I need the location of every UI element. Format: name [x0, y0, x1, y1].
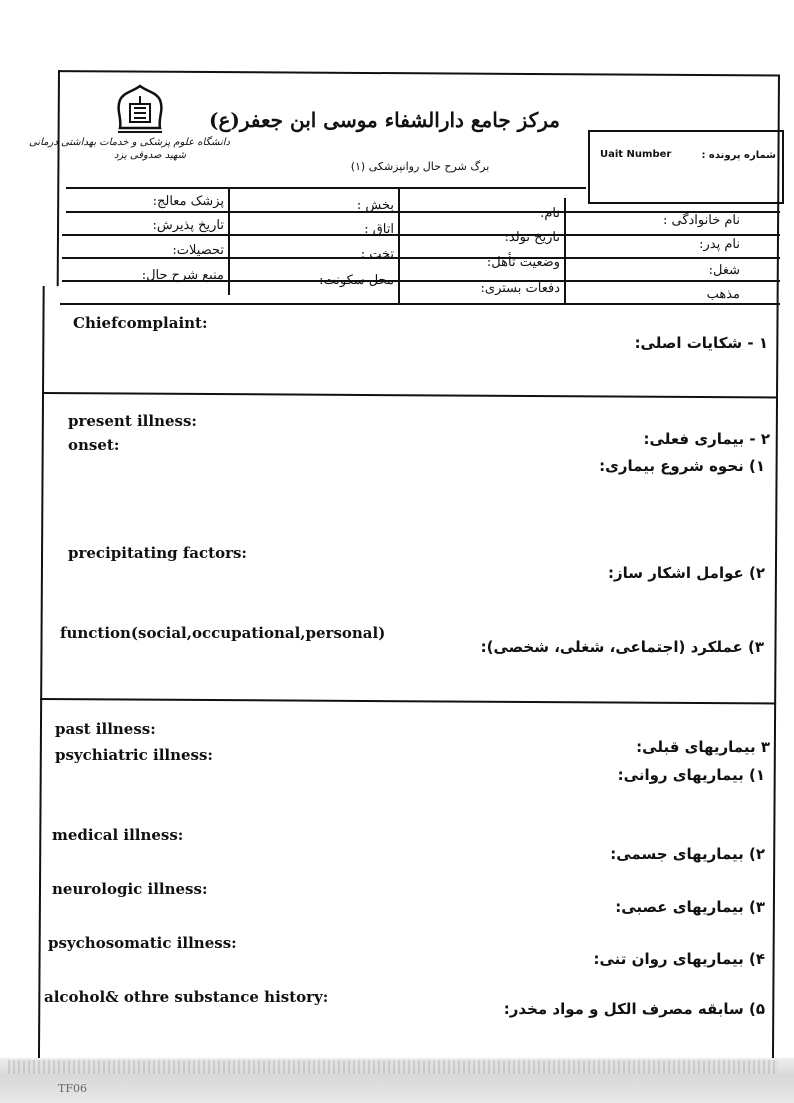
chief-complaint-answer-area[interactable] [60, 360, 760, 390]
onset-label-en: onset: [68, 436, 120, 454]
field-religion[interactable]: مذهب [706, 287, 740, 302]
psychiatric-illness-label-fa: ۱) بیماریهای روانی: [617, 766, 765, 784]
chief-complaint-label-en: Chiefcomplaint: [73, 314, 208, 332]
unit-number-box[interactable] [588, 130, 784, 204]
footer-code: TF06 [58, 1082, 87, 1095]
divider-chief-complaint [42, 392, 778, 398]
divider-present-illness [40, 698, 776, 704]
psychiatric-answer-area[interactable] [50, 790, 760, 820]
emblem-icon [110, 82, 170, 142]
alcohol-history-label-en: alcohol& othre substance history: [44, 988, 329, 1006]
present-illness-label-fa: ۲ - بیماری فعلی: [643, 430, 770, 448]
precipitating-answer-area[interactable] [60, 588, 760, 618]
field-bed[interactable]: تخت : [360, 247, 394, 262]
medical-illness-label-fa: ۲) بیماریهای جسمی: [610, 845, 765, 863]
field-ward[interactable]: بخش : [356, 198, 394, 213]
center-name: مرکز جامع دارالشفاء موسی ابن جعفر(ع) [208, 108, 560, 132]
scan-edge-noise [8, 1060, 778, 1074]
precipitating-factors-label-fa: ۲) عوامل اشکار ساز: [607, 564, 765, 582]
field-family-name[interactable]: نام خانوادگی : [662, 213, 740, 228]
precipitating-factors-label-en: precipitating factors: [68, 544, 247, 562]
info-grid-bottom [60, 303, 780, 305]
field-marital-status[interactable]: وضعیت تأهل: [486, 255, 560, 270]
field-residence[interactable]: محل سکونت: [319, 273, 394, 288]
medical-illness-label-en: medical illness: [52, 826, 184, 844]
onset-answer-area[interactable] [60, 480, 760, 540]
field-admission-date[interactable]: تاریخ پذیرش: [152, 218, 224, 233]
university-logo [110, 82, 170, 142]
onset-label-fa: ۱) نحوه شروع بیماری: [599, 457, 765, 475]
neurologic-illness-label-en: neurologic illness: [52, 880, 208, 898]
info-grid-top [66, 187, 586, 189]
info-grid-col-3 [564, 198, 566, 303]
past-illness-label-en: past illness: [55, 720, 156, 738]
field-occupation[interactable]: شغل: [708, 263, 740, 278]
past-illness-label-fa: ۳ بیماریهای قبلی: [636, 738, 770, 756]
alcohol-history-label-fa: ۵) سابقه مصرف الکل و مواد مخدر: [503, 1000, 765, 1018]
university-line-1: دانشگاه علوم پزشکی و خدمات بهداشتی درمانی [28, 137, 230, 148]
field-father-name[interactable]: نام پدر: [699, 237, 740, 252]
field-history-source[interactable]: منبع شرح حال: [141, 268, 224, 283]
field-first-name[interactable]: نام: [539, 206, 560, 221]
frame-right-border [772, 74, 780, 1080]
unit-number-label-en: Uait Number [600, 149, 672, 160]
frame-left-border [57, 70, 60, 286]
frame-left-border-lower [38, 286, 45, 1076]
unit-number-label-fa: شماره پرونده : [701, 150, 776, 161]
function-answer-area[interactable] [60, 660, 760, 690]
psychosomatic-illness-label-fa: ۴) بیماریهای روان تنی: [593, 950, 765, 968]
present-illness-label-en: present illness: [68, 412, 197, 430]
university-name [28, 136, 230, 162]
form-title: برگ شرح حال روانپزشکی (۱) [350, 160, 490, 173]
function-label-fa: ۳) عملکرد (اجتماعی، شغلی، شخصی): [480, 638, 764, 656]
psychosomatic-illness-label-en: psychosomatic illness: [48, 934, 237, 952]
field-education[interactable]: تحصیلات: [172, 243, 224, 258]
psychiatric-illness-label-en: psychiatric illness: [55, 746, 213, 764]
field-room[interactable]: اتاق : [364, 222, 394, 237]
field-birth-date[interactable]: تاریخ تولد: [504, 230, 560, 245]
chief-complaint-label-fa: ۱ - شکایات اصلی: [634, 334, 768, 352]
frame-top-border [58, 70, 780, 76]
field-hospitalization-count[interactable]: دفعات بستری: [480, 281, 560, 296]
info-grid-col-1 [228, 187, 230, 295]
university-line-2: شهید صدوقی یزد [113, 150, 187, 161]
field-attending-physician[interactable]: پزشک معالج: [152, 194, 224, 209]
neurologic-illness-label-fa: ۳) بیماریهای عصبی: [615, 898, 765, 916]
function-label-en: function(social,occupational,personal) [60, 624, 386, 642]
